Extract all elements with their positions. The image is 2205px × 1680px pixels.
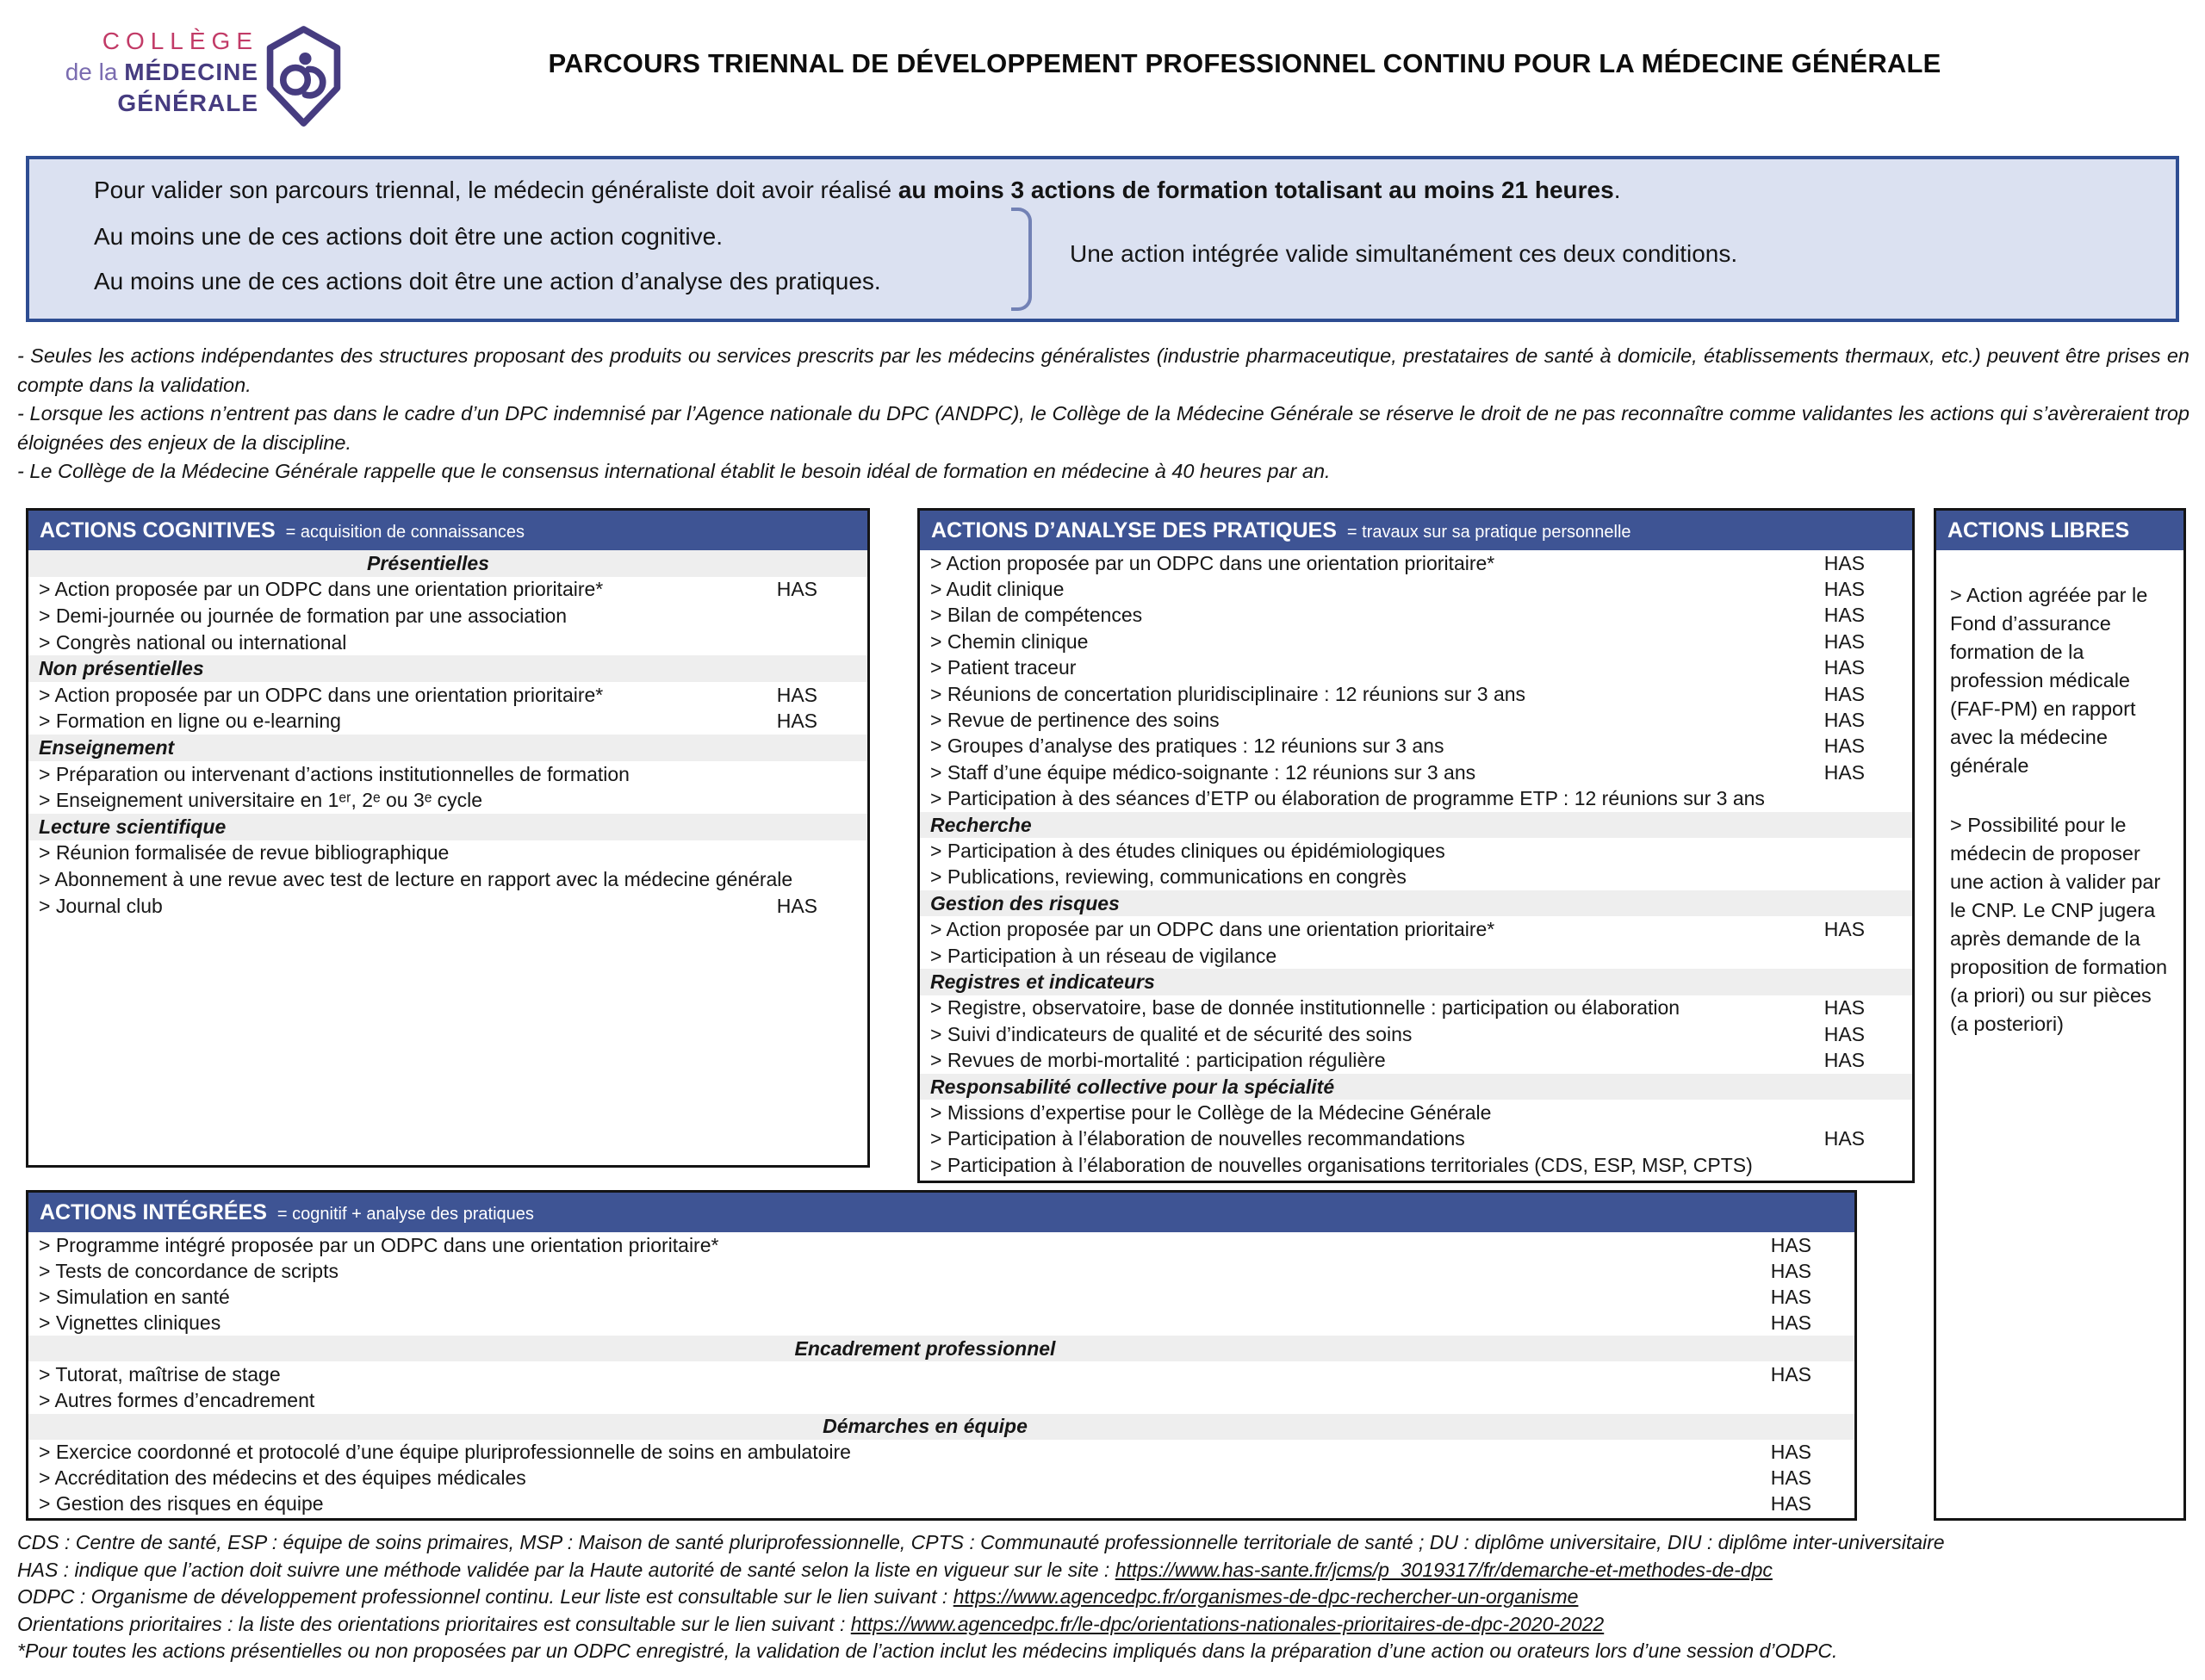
- table-row: [920, 943, 1912, 969]
- table-row: [920, 1047, 1912, 1073]
- logo-line-college: COLLÈGE: [102, 28, 258, 54]
- row-label: > Exercice coordonné et protocolé d’une équipe pluriprofessionnelle de soins en ambulatoire: [39, 1441, 851, 1464]
- has-badge: HAS: [1823, 629, 1865, 653]
- group-subheader: [28, 1414, 1854, 1440]
- rows-integrees: [28, 1232, 1854, 1517]
- row-label: > Participation à des séances d’ETP ou élaboration de programme ETP : 12 réunions sur 3 ans: [930, 787, 1765, 810]
- row-label: Gestion des risques: [930, 891, 1120, 914]
- logo-line-medecine: de la MÉDECINE: [65, 59, 258, 85]
- row-label: > Préparation ou intervenant d’actions institutionnelles de formation: [39, 762, 630, 785]
- row-label: > Demi-journée ou journée de formation par une association: [39, 604, 568, 627]
- has-badge: HAS: [1823, 1022, 1865, 1045]
- section-header-analyse: [920, 511, 1912, 550]
- footer-line: [17, 1557, 2196, 1584]
- row-label: > Staff d’une équipe médico-soignante : 12 réunions sur 3 ans: [930, 760, 1476, 784]
- row-label: Non présentielles: [39, 657, 204, 680]
- row-label: > Suivi d’indicateurs de qualité et de sécurité des soins: [930, 1022, 1413, 1045]
- table-row: [920, 995, 1912, 1021]
- logo-dela: de la: [65, 59, 125, 85]
- row-label: > Participation à l’élaboration de nouvelles recommandations: [930, 1127, 1465, 1150]
- cmg-logo-text: [52, 26, 258, 119]
- group-subheader: [920, 890, 1912, 916]
- has-badge: HAS: [1770, 1466, 1811, 1490]
- has-badge: HAS: [1823, 996, 1865, 1020]
- row-label: > Bilan de compétences: [930, 604, 1143, 627]
- row-label: > Revue de pertinence des soins: [930, 709, 1220, 732]
- section-title: ACTIONS INTÉGRÉES: [40, 1200, 267, 1224]
- row-label: > Réunion formalisée de revue bibliographique: [39, 841, 450, 865]
- section-title: ACTIONS COGNITIVES: [40, 518, 276, 542]
- group-subheader: [28, 1336, 1854, 1361]
- group-subheader: [920, 812, 1912, 838]
- row-label: Lecture scientifique: [39, 815, 227, 838]
- intro-line-3: Au moins une de ces actions doit être une action d’analyse des pratiques.: [94, 268, 881, 294]
- table-row: [28, 1491, 1854, 1517]
- table-row: [920, 681, 1912, 707]
- footer-link[interactable]: https://www.has-sante.fr/jcms/p_3019317/fr/demarche-et-methodes-de-dpc: [1115, 1558, 1773, 1581]
- footer-text: *Pour toutes les actions présentielles ou non proposées par un ODPC enregistré, la validation de l’action inclut les médecins impliqués dans la préparation d’une action ou orateurs lors d’une session d’ODPC.: [17, 1640, 1838, 1662]
- table-row: [920, 1100, 1912, 1125]
- has-badge: HAS: [1823, 551, 1865, 574]
- has-badge: HAS: [1770, 1285, 1811, 1308]
- has-badge: HAS: [1770, 1492, 1811, 1516]
- table-row: [28, 893, 867, 920]
- intro-box: [26, 156, 2179, 322]
- has-badge: HAS: [1823, 918, 1865, 941]
- table-row: [920, 550, 1912, 576]
- table-row: [920, 865, 1912, 890]
- table-row: [28, 1440, 1854, 1466]
- row-label: > Publications, reviewing, communications en congrès: [930, 865, 1407, 889]
- row-label: > Action proposée par un ODPC dans une orientation prioritaire*: [39, 578, 604, 601]
- page-title: PARCOURS TRIENNAL DE DÉVELOPPEMENT PROFESSIONNEL CONTINU POUR LA MÉDECINE GÉNÉRALE: [548, 48, 1941, 78]
- has-badge: HAS: [1770, 1441, 1811, 1464]
- table-row: [28, 866, 867, 893]
- cmg-hexagon-logo-icon: [263, 24, 345, 133]
- group-subheader: [28, 814, 867, 840]
- row-label: Enseignement: [39, 735, 175, 759]
- table-row: [28, 1388, 1854, 1414]
- row-label: > Réunions de concertation pluridisciplinaire : 12 réunions sur 3 ans: [930, 682, 1526, 705]
- row-label: > Action proposée par un ODPC dans une orientation prioritaire*: [930, 918, 1495, 941]
- logo-line-generale: GÉNÉRALE: [117, 90, 258, 116]
- note-2: - Lorsque les actions n’entrent pas dans le cadre d’un DPC indemnisé par l’Agence nationale du DPC (ANDPC), le Collège de la Médecine Générale se réserve le droit de ne pas reconnaître comme validantes les actions qui s’avèreraient trop éloignées des enjeux de la discipline.: [17, 402, 2189, 454]
- has-badge: HAS: [1823, 682, 1865, 705]
- row-label: Recherche: [930, 813, 1032, 836]
- table-row: [920, 1126, 1912, 1152]
- intro-line-1-bold: au moins 3 actions de formation totalisant au moins 21 heures: [898, 177, 1614, 203]
- table-row: [28, 787, 867, 814]
- section-subtitle: = cognitif + analyse des pratiques: [276, 1205, 534, 1224]
- table-row: [28, 1310, 1854, 1336]
- has-badge: HAS: [1823, 735, 1865, 758]
- table-row: [920, 916, 1912, 942]
- has-badge: HAS: [1770, 1259, 1811, 1282]
- row-label: > Enseignement universitaire en 1ᵉʳ, 2ᵉ ou 3ᵉ cycle: [39, 789, 483, 812]
- table-row: [920, 759, 1912, 785]
- has-badge: HAS: [776, 683, 817, 706]
- table-row: [28, 709, 867, 735]
- footer-line: [17, 1529, 2196, 1557]
- row-label: > Vignettes cliniques: [39, 1311, 221, 1334]
- table-row: [28, 1258, 1854, 1284]
- row-label: Responsabilité collective pour la spécialité: [930, 1075, 1335, 1098]
- footer-link[interactable]: https://www.agencedpc.fr/organismes-de-dpc-rechercher-un-organisme: [953, 1585, 1579, 1608]
- row-label: > Participation à des études cliniques ou épidémiologiques: [930, 839, 1445, 862]
- has-badge: HAS: [1823, 1127, 1865, 1150]
- footer-line: [17, 1584, 2196, 1611]
- has-badge: HAS: [1823, 709, 1865, 732]
- has-badge: HAS: [776, 894, 817, 917]
- section-title: ACTIONS D’ANALYSE DES PRATIQUES: [931, 518, 1337, 542]
- footer-glossary: [17, 1529, 2196, 1665]
- has-badge: HAS: [1770, 1311, 1811, 1334]
- has-badge: HAS: [1823, 1049, 1865, 1072]
- row-label: > Chemin clinique: [930, 629, 1089, 653]
- group-subheader: [920, 969, 1912, 995]
- row-label: > Autres formes d’encadrement: [39, 1389, 315, 1412]
- table-row: [28, 840, 867, 867]
- footer-text: HAS : indique que l’action doit suivre une méthode validée par la Haute autorité de santé selon la liste en vigueur sur le site :: [17, 1558, 1115, 1581]
- has-badge: HAS: [776, 578, 817, 601]
- has-badge: HAS: [1770, 1363, 1811, 1386]
- section-actions-cognitives: [26, 508, 870, 1168]
- intro-line-1: Pour valider son parcours triennal, le médecin généraliste doit avoir réalisé au moins 3 actions de formation totalisant au moins 21 heures.: [94, 177, 1621, 203]
- section-header-integrees: [28, 1193, 1854, 1232]
- group-subheader: [28, 735, 867, 761]
- row-label: > Revues de morbi-mortalité : participation régulière: [930, 1049, 1386, 1072]
- table-row: [920, 603, 1912, 629]
- table-row: [28, 603, 867, 629]
- row-label: > Registre, observatoire, base de donnée institutionnelle : participation ou élaboration: [930, 996, 1680, 1020]
- note-3: - Le Collège de la Médecine Générale rappelle que le consensus international établit le besoin idéal de formation en médecine à 40 heures par an.: [17, 460, 1331, 482]
- section-header-libres: [1936, 511, 2183, 550]
- intro-side-note: Une action intégrée valide simultanément ces deux conditions.: [1070, 240, 1738, 267]
- footer-line: [17, 1611, 2196, 1639]
- row-label: > Formation en ligne ou e-learning: [39, 710, 341, 733]
- table-row: [28, 1284, 1854, 1310]
- rows-cognitives: [28, 550, 867, 919]
- section-actions-integrees: [26, 1190, 1857, 1521]
- table-row: [920, 838, 1912, 864]
- notes-paragraphs: [17, 342, 2189, 487]
- intro-line-2: Au moins une de ces actions doit être une action cognitive.: [94, 223, 723, 250]
- section-subtitle: = acquisition de connaissances: [285, 523, 525, 542]
- row-label: > Patient traceur: [930, 656, 1077, 679]
- table-row: [920, 1021, 1912, 1047]
- row-label: Présentielles: [367, 551, 489, 574]
- section-actions-analyse: [917, 508, 1915, 1183]
- has-badge: HAS: [1823, 578, 1865, 601]
- row-label: > Simulation en santé: [39, 1285, 230, 1308]
- row-label: > Participation à un réseau de vigilance: [930, 944, 1277, 967]
- table-row: [920, 576, 1912, 602]
- table-row: [920, 707, 1912, 733]
- has-badge: HAS: [1823, 656, 1865, 679]
- row-label: Registres et indicateurs: [930, 970, 1155, 993]
- rows-analyse: [920, 550, 1912, 1178]
- row-label: > Tutorat, maîtrise de stage: [39, 1363, 281, 1386]
- row-label: > Programme intégré proposée par un ODPC dans une orientation prioritaire*: [39, 1233, 719, 1256]
- has-badge: HAS: [1770, 1233, 1811, 1256]
- group-subheader: [28, 550, 867, 577]
- row-label: > Journal club: [39, 894, 163, 917]
- table-row: [28, 1232, 1854, 1258]
- section-header-cognitives: [28, 511, 867, 550]
- libres-paragraph: > Possibilité pour le médecin de proposer une action à valider par le CNP. Le CNP jugera après demande de la proposition de formation (a priori) ou sur pièces (a posteriori): [1950, 814, 2168, 1035]
- row-label: Encadrement professionnel: [794, 1336, 1056, 1360]
- section-actions-libres: [1934, 508, 2186, 1521]
- section-title: ACTIONS LIBRES: [1947, 518, 2130, 542]
- table-row: [920, 1152, 1912, 1178]
- has-badge: HAS: [1823, 604, 1865, 627]
- libres-body: [1936, 550, 2183, 1038]
- row-label: > Missions d’expertise pour le Collège de la Médecine Générale: [930, 1100, 1492, 1124]
- row-label: Démarches en équipe: [823, 1415, 1028, 1438]
- table-row: [920, 786, 1912, 812]
- table-row: [920, 734, 1912, 759]
- table-row: [920, 629, 1912, 654]
- table-row: [28, 761, 867, 788]
- table-row: [920, 655, 1912, 681]
- row-label: > Accréditation des médecins et des équipes médicales: [39, 1466, 526, 1490]
- group-subheader: [28, 655, 867, 682]
- table-row: [28, 629, 867, 656]
- table-row: [28, 682, 867, 709]
- row-label: > Audit clinique: [930, 578, 1065, 601]
- footer-line: [17, 1638, 2196, 1665]
- table-row: [28, 1466, 1854, 1491]
- libres-paragraph: > Action agréée par le Fond d’assurance formation de la profession médicale (FAF-PM) en rapport avec la médecine générale: [1950, 584, 2148, 777]
- has-badge: HAS: [1823, 760, 1865, 784]
- group-subheader: [920, 1074, 1912, 1100]
- footer-text: ODPC : Organisme de développement professionnel continu. Leur liste est consultable sur le lien suivant :: [17, 1585, 953, 1608]
- section-subtitle: = travaux sur sa pratique personnelle: [1346, 523, 1631, 542]
- row-label: > Congrès national ou international: [39, 630, 347, 654]
- row-label: > Participation à l’élaboration de nouvelles organisations territoriales (CDS, ESP, MSP, CPTS): [930, 1153, 1753, 1176]
- row-label: > Action proposée par un ODPC dans une orientation prioritaire*: [930, 551, 1495, 574]
- row-label: > Action proposée par un ODPC dans une orientation prioritaire*: [39, 683, 604, 706]
- footer-text: Orientations prioritaires : la liste des orientations prioritaires est consultable sur le lien suivant :: [17, 1612, 851, 1635]
- has-badge: HAS: [776, 710, 817, 733]
- row-label: > Abonnement à une revue avec test de lecture en rapport avec la médecine générale: [39, 867, 793, 890]
- footer-text: CDS : Centre de santé, ESP : équipe de soins primaires, MSP : Maison de santé pluriprofessionnelle, CPTS : Communauté professionnelle territoriale de santé ; DU : diplôme universitaire, DIU : diplôme inter-universitaire: [17, 1531, 1945, 1553]
- table-row: [28, 1361, 1854, 1387]
- bracket-shape: [1011, 208, 1032, 311]
- note-1: - Seules les actions indépendantes des structures proposant des produits ou services prescrits par les médecins généralistes (industrie pharmaceutique, prestataires de santé à domicile, établissements thermaux, etc.) peuvent être prises en compte dans la validation.: [17, 344, 2189, 396]
- footer-link[interactable]: https://www.agencedpc.fr/le-dpc/orientations-nationales-prioritaires-de-dpc-2020-2022: [850, 1612, 1605, 1635]
- row-label: > Gestion des risques en équipe: [39, 1492, 324, 1516]
- table-row: [28, 577, 867, 604]
- row-label: > Tests de concordance de scripts: [39, 1259, 339, 1282]
- row-label: > Groupes d’analyse des pratiques : 12 réunions sur 3 ans: [930, 735, 1444, 758]
